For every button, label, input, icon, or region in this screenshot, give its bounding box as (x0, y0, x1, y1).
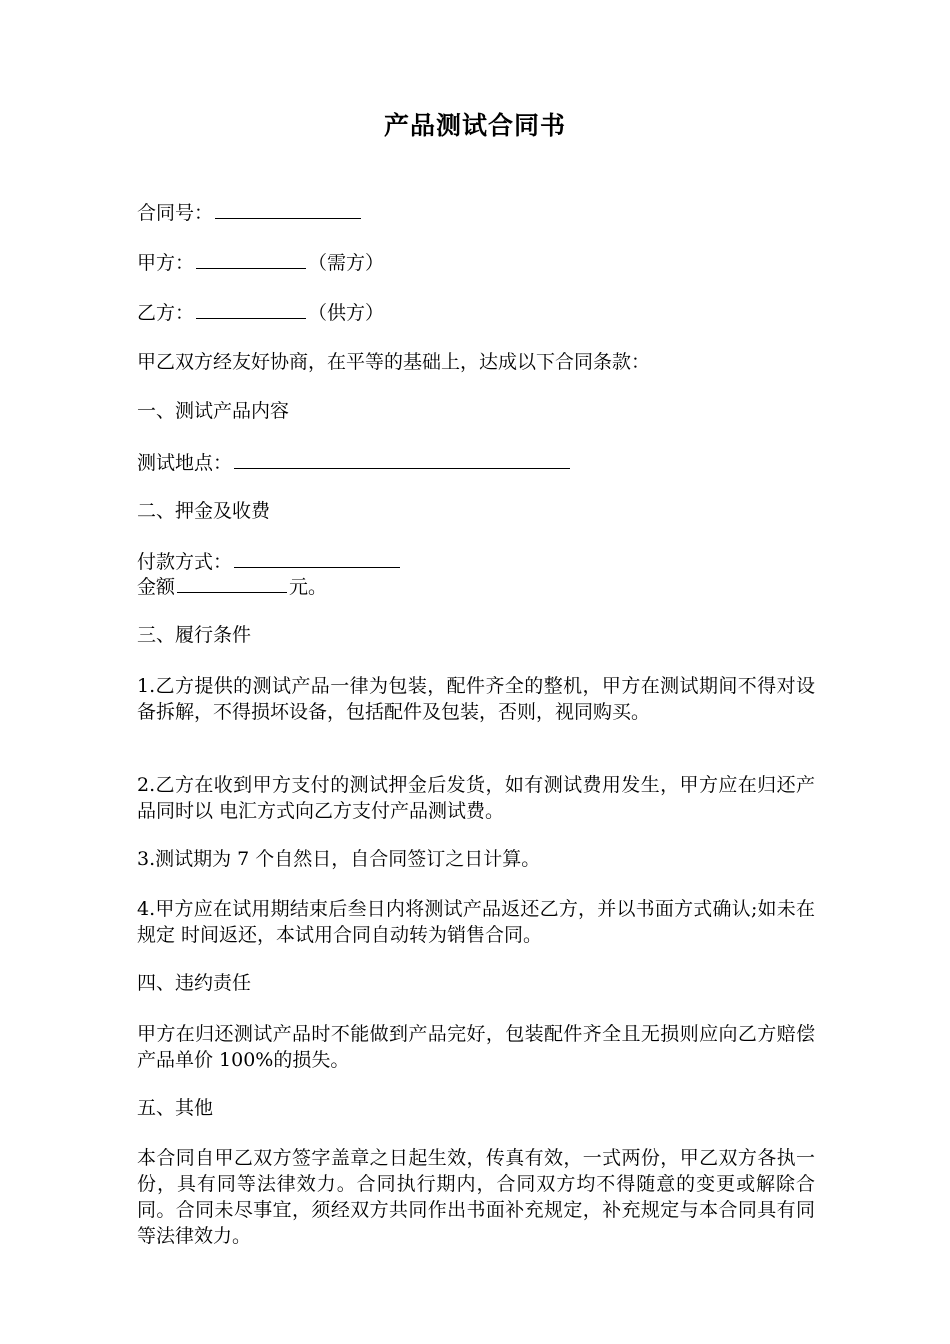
amount-suffix: 元。 (289, 576, 328, 598)
party-a-label: 甲方： (137, 252, 195, 274)
test-location-blank[interactable] (234, 449, 570, 469)
party-b-note: （供方） (308, 302, 385, 324)
party-a-blank[interactable] (196, 249, 306, 269)
contract-number-line (137, 199, 363, 226)
document-title: 产品测试合同书 (383, 111, 566, 140)
section5-text: 本合同自甲乙双方签字盖章之日起生效，传真有效，一式两份，甲乙双方各执一份，具有同等法律效力。合同执行期内，合同双方均不得随意的变更或解除合同。合同未尽事宜，须经双方共同作出书面补充规定，补充规定与本合同具有同等法律效力。 (137, 1147, 815, 1247)
contract-number-blank[interactable] (215, 199, 361, 219)
payment-method-label: 付款方式： (137, 551, 233, 573)
intro-text: 甲乙双方经友好协商，在平等的基础上，达成以下合同条款： (137, 351, 651, 373)
party-a-note: （需方） (308, 252, 385, 274)
contract-number-label: 合同号： (137, 202, 214, 224)
party-b-label: 乙方： (137, 302, 195, 324)
amount-label: 金额 (137, 576, 176, 598)
test-location-label: 测试地点： (137, 452, 233, 474)
party-b-line (137, 299, 384, 326)
amount-line (137, 573, 327, 600)
clause-2: 2.乙方在收到甲方支付的测试押金后发货，如有测试费用发生，甲方应在归还产品同时以 电汇方式向乙方支付产品测试费。 (137, 774, 815, 822)
test-location-line (137, 449, 572, 476)
clause-3: 3.测试期为 7 个自然日，自合同签订之日计算。 (137, 848, 541, 870)
payment-method-line (137, 548, 402, 575)
section1-heading: 一、测试产品内容 (137, 400, 290, 422)
party-a-line (137, 249, 384, 276)
section4-text: 甲方在归还测试产品时不能做到产品完好，包装配件齐全且无损则应向乙方赔偿产品单价 100%的损失。 (137, 1023, 815, 1071)
section2-heading: 二、押金及收费 (137, 500, 271, 522)
section3-heading: 三、履行条件 (137, 624, 252, 646)
amount-blank[interactable] (177, 573, 287, 593)
payment-method-blank[interactable] (234, 548, 400, 568)
section5-heading: 五、其他 (137, 1097, 214, 1119)
clause-4: 4.甲方应在试用期结束后叁日内将测试产品返还乙方，并以书面方式确认;如未在规定 时间返还，本试用合同自动转为销售合同。 (137, 898, 815, 946)
clause-1: 1.乙方提供的测试产品一律为包装，配件齐全的整机，甲方在测试期间不得对设备拆解，不得损坏设备，包括配件及包装，否则，视同购买。 (137, 675, 815, 723)
party-b-blank[interactable] (196, 299, 306, 319)
section4-heading: 四、违约责任 (137, 972, 252, 994)
